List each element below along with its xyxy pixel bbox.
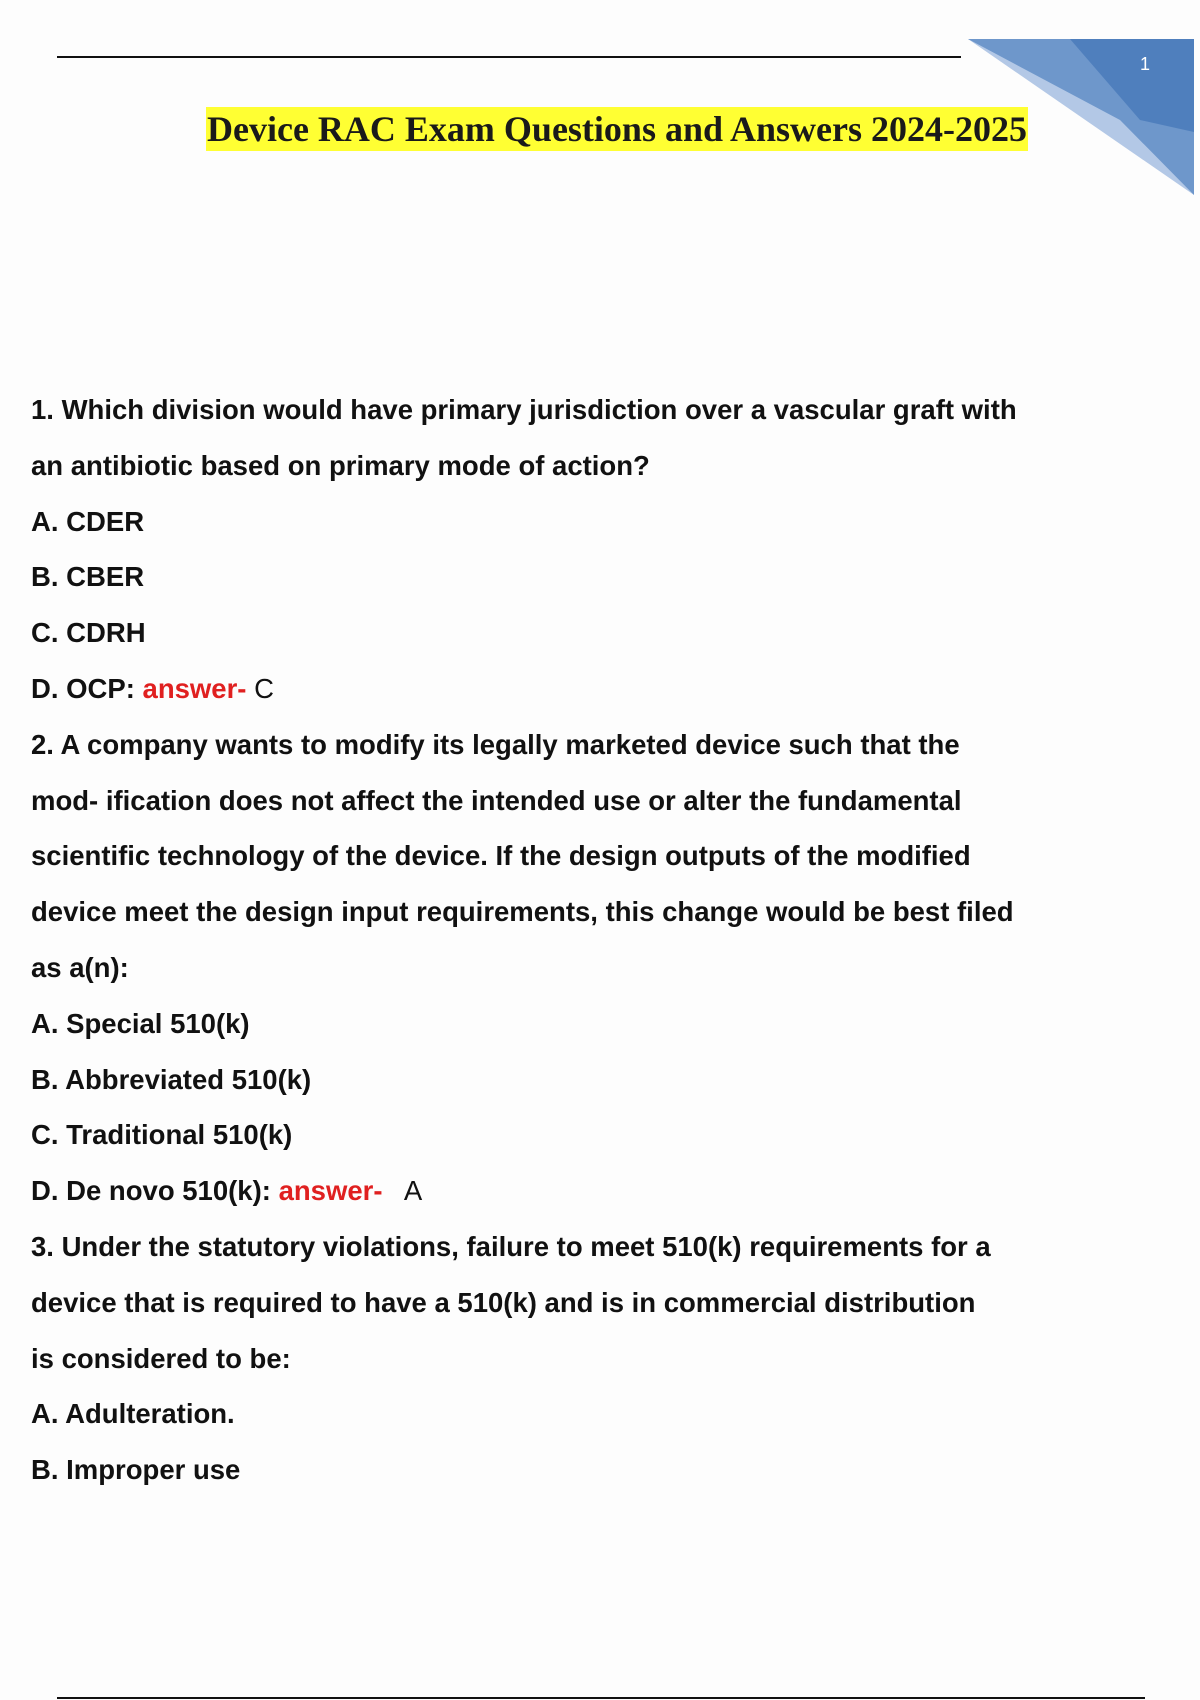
page-number: 1 — [1140, 54, 1151, 74]
title-text: Device RAC Exam Questions and Answers 2024-2025 — [206, 109, 1027, 149]
line-text: scientific technology of the device. If the design outputs of the modified — [31, 840, 971, 872]
answer-label: answer- — [278, 1175, 383, 1207]
text-line — [31, 1119, 292, 1151]
line-text: B. Abbreviated 510(k) — [31, 1063, 312, 1095]
line-text: an antibiotic based on primary mode of action? — [31, 449, 650, 481]
text-line — [31, 1398, 235, 1430]
answer-letter: A — [382, 1175, 423, 1207]
line-text: C. CDRH — [31, 617, 146, 649]
text-line — [31, 561, 144, 593]
line-text: D. OCP: — [31, 673, 143, 704]
text-line — [31, 1287, 975, 1319]
line-text: device that is required to have a 510(k) and is in commercial distribution — [31, 1286, 976, 1318]
text-line — [31, 1343, 291, 1375]
line-text: C. Traditional 510(k) — [31, 1119, 293, 1151]
text-line — [31, 840, 971, 872]
line-text: B. Improper use — [31, 1454, 241, 1486]
line-text: A. Adulteration. — [31, 1398, 235, 1430]
answer-label: answer- — [142, 673, 247, 704]
line-text: 2. A company wants to modify its legally marketed device such that the — [31, 728, 960, 760]
corner-decoration — [0, 0, 1200, 200]
text-line — [31, 1454, 240, 1486]
text-line — [31, 450, 650, 482]
text-line — [31, 673, 274, 705]
text-line — [31, 617, 146, 649]
line-text: 1. Which division would have primary jurisdiction over a vascular graft with — [31, 394, 1017, 425]
line-text: is considered to be: — [31, 1342, 291, 1374]
line-text: A. Special 510(k) — [31, 1007, 250, 1039]
text-line — [31, 1064, 311, 1096]
text-line — [31, 394, 1017, 426]
text-line — [31, 1175, 422, 1207]
text-line — [31, 1231, 991, 1263]
text-line — [31, 506, 144, 538]
document-title — [0, 108, 1200, 150]
line-text: 3. Under the statutory violations, failure to meet 510(k) requirements for a — [31, 1231, 991, 1262]
line-text: device meet the design input requirements, this change would be best filed — [31, 896, 1014, 928]
footer-rule — [57, 1697, 1145, 1699]
text-line — [31, 1008, 250, 1040]
text-line — [31, 729, 960, 761]
line-text: as a(n): — [31, 952, 129, 983]
line-text: B. CBER — [31, 561, 145, 593]
answer-letter: C — [246, 673, 274, 704]
text-line — [31, 896, 1014, 928]
text-line — [31, 952, 129, 984]
text-line — [31, 785, 962, 817]
line-text: D. De novo 510(k): — [31, 1175, 279, 1207]
line-text: A. CDER — [31, 505, 145, 537]
line-text: mod- ification does not affect the intended use or alter the fundamental — [31, 784, 962, 816]
